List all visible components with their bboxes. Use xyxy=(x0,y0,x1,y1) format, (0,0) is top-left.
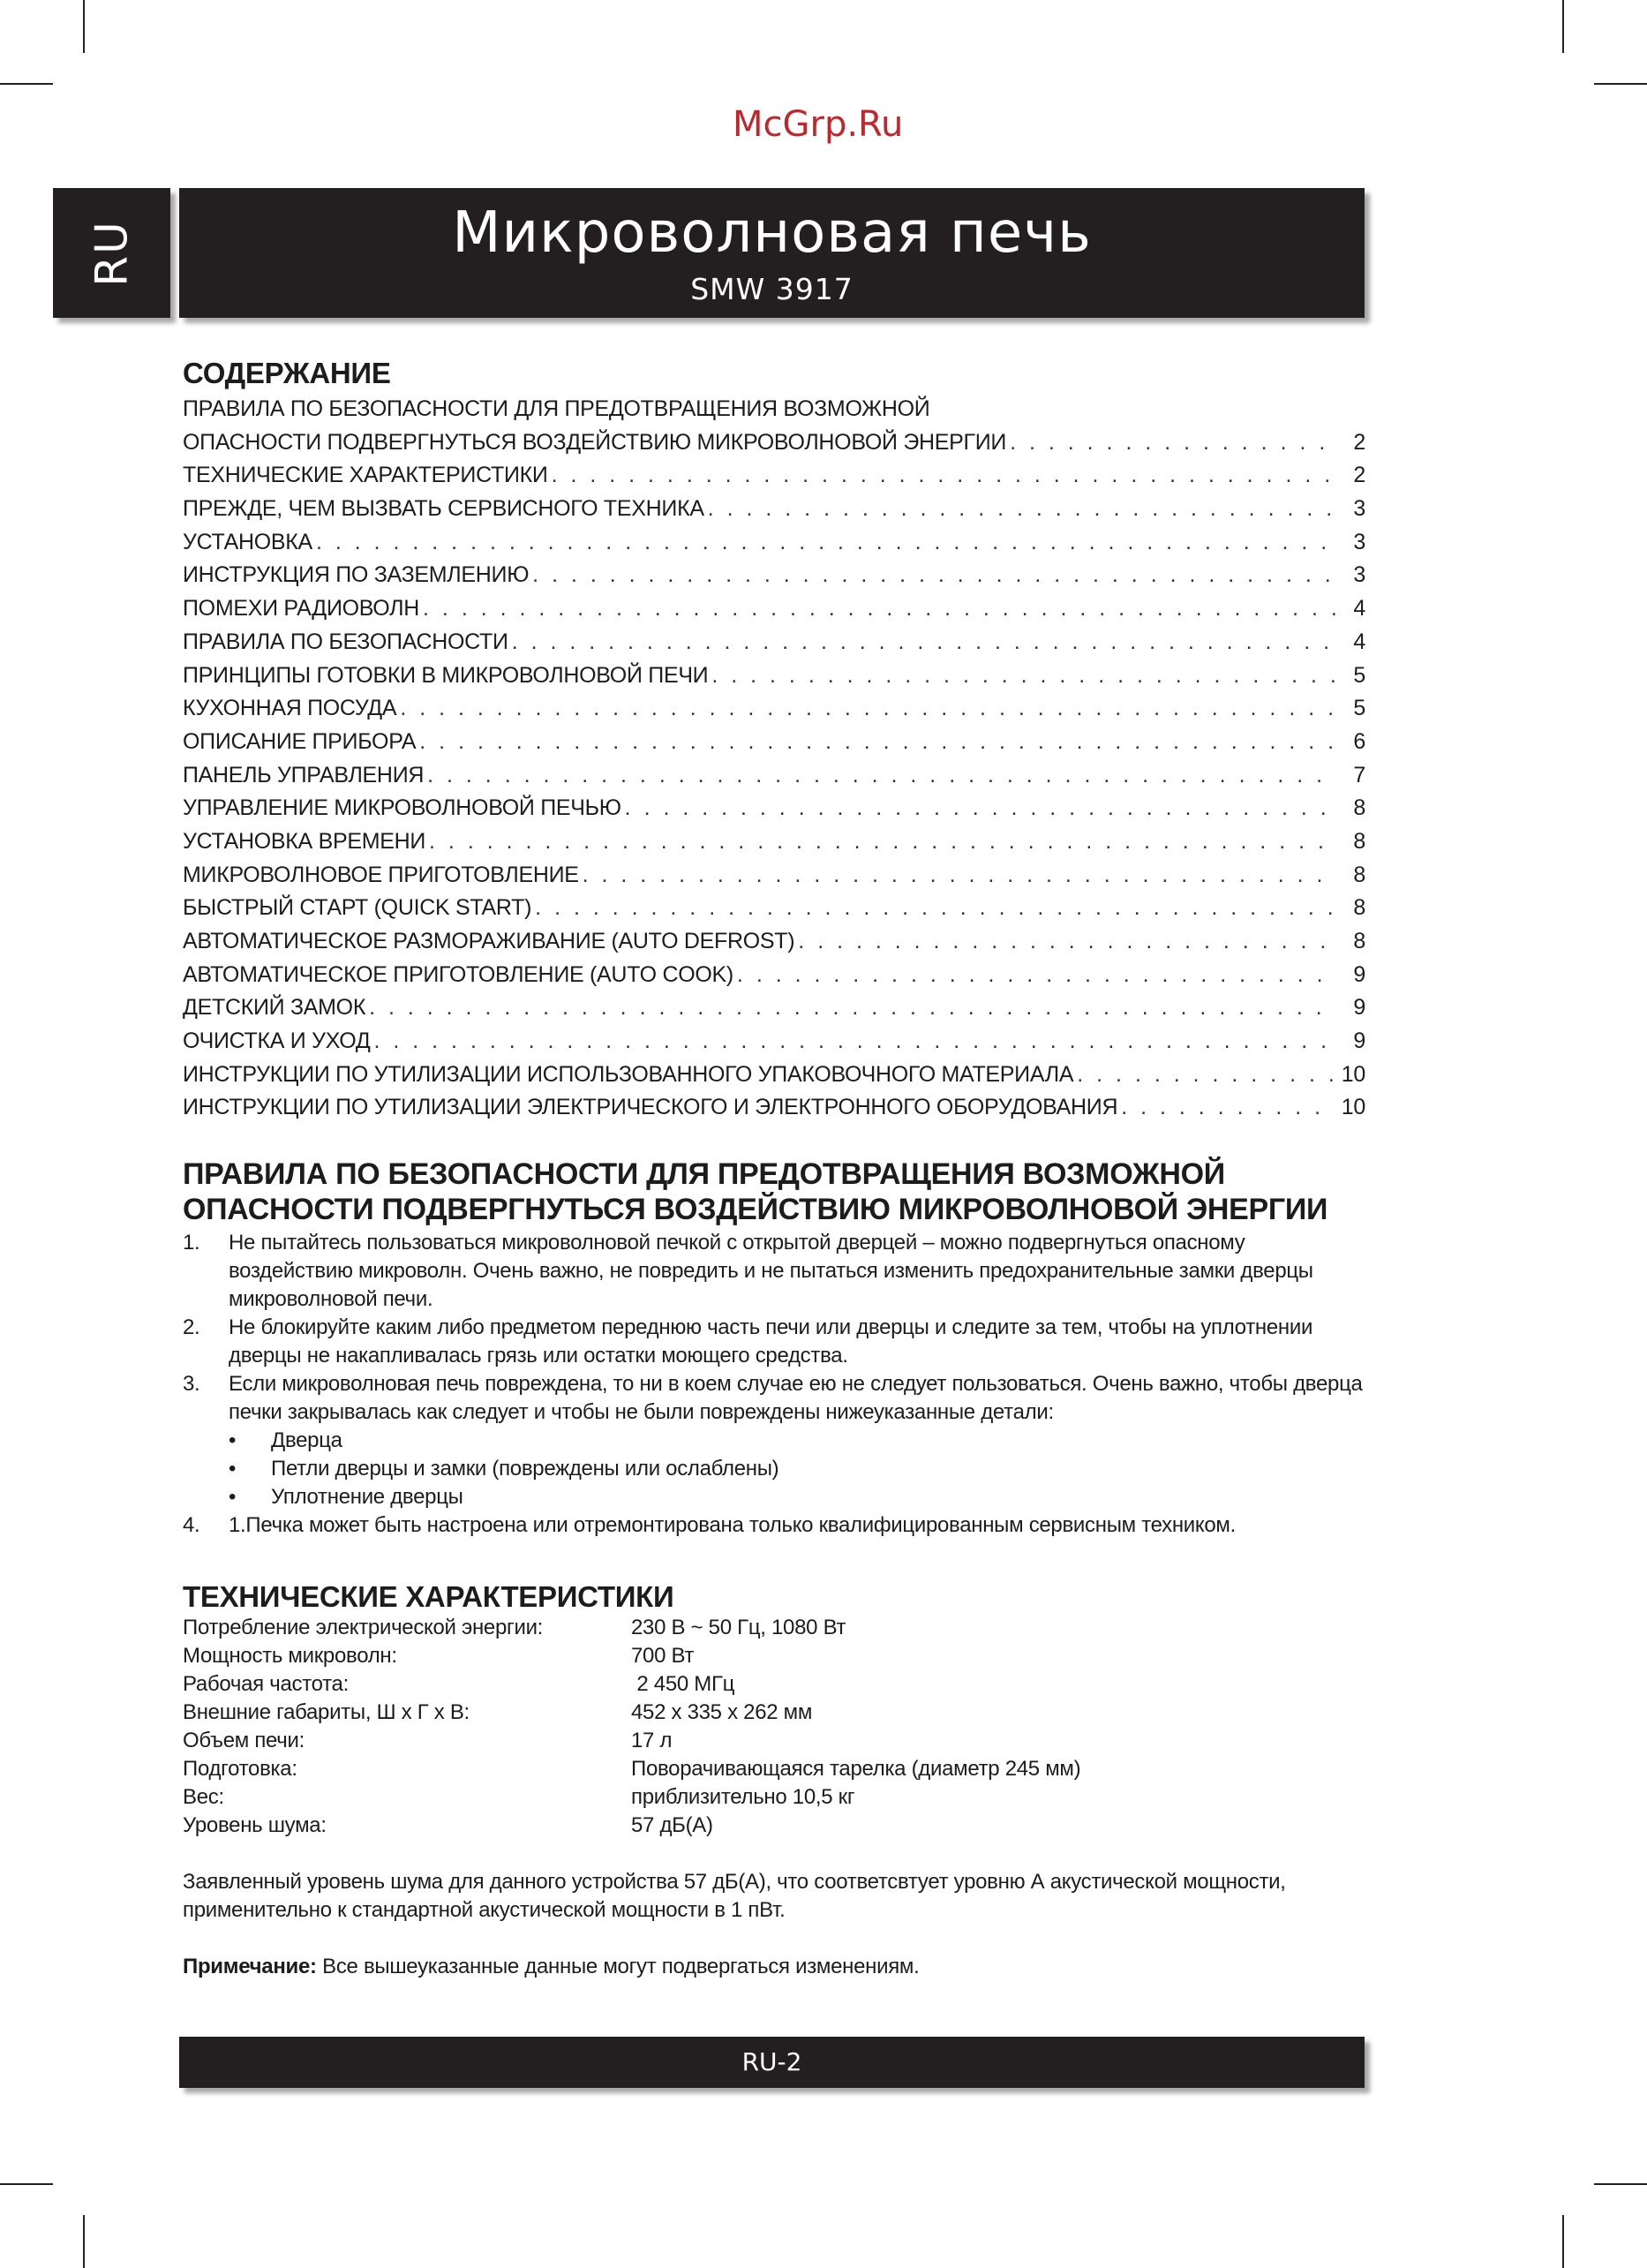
spec-label: Мощность микроволн: xyxy=(183,1644,397,1668)
bullet-item: • Уплотнение дверцы xyxy=(229,1483,1365,1511)
page-title: Микроволновая печь xyxy=(452,200,1092,266)
toc-entry-page: 9 xyxy=(1353,961,1365,987)
toc-leader-dots xyxy=(1121,1091,1335,1125)
toc-entry-page: 9 xyxy=(1353,1029,1365,1054)
crop-mark xyxy=(0,2183,53,2185)
toc-entry-label: УСТАНОВКА ВРЕМЕНИ xyxy=(183,828,426,854)
toc-entry-label: БЫСТРЫЙ СТАРТ (QUICK START) xyxy=(183,895,532,921)
toc-leader-dots xyxy=(316,526,1335,560)
safety-heading-line1: ПРАВИЛА ПО БЕЗОПАСНОСТИ ДЛЯ ПРЕДОТВРАЩЕНИЯ ВОЗМОЖНОЙ xyxy=(183,1157,1225,1191)
safety-heading-line2: ОПАСНОСТИ ПОДВЕРГНУТЬСЯ ВОЗДЕЙСТВИЮ МИКРОВОЛНОВОЙ ЭНЕРГИИ xyxy=(183,1193,1328,1226)
toc-entry-label: ПРЕЖДЕ, ЧЕМ ВЫЗВАТЬ СЕРВИСНОГО ТЕХНИКА xyxy=(183,496,704,522)
toc-entry xyxy=(183,626,1365,659)
list-item: 1. Не пытайтесь пользоваться микроволновой печкой с открытой дверцей – можно подвергнуться опасному воздействию микроволн. Очень важно, не повредить и не пытаться изменить предохранительные замки дверцы микроволновой печи. xyxy=(183,1231,1313,1311)
toc-entry-page: 3 xyxy=(1353,529,1365,554)
toc-entry xyxy=(183,959,1365,992)
bullet-item: • Петли дверцы и замки (повреждены или ослаблены) xyxy=(229,1455,1365,1483)
toc-entry-page: 8 xyxy=(1353,795,1365,821)
safety-list xyxy=(183,1229,1365,1540)
toc-entry-label: ОПИСАНИЕ ПРИБОРА xyxy=(183,728,417,754)
toc-entry xyxy=(183,426,1365,460)
crop-mark xyxy=(1562,0,1564,53)
language-tab xyxy=(53,188,170,318)
toc-leader-dots xyxy=(427,759,1335,793)
toc-heading: СОДЕРЖАНИЕ xyxy=(183,357,391,389)
toc-leader-dots xyxy=(711,659,1335,693)
toc-leader-dots xyxy=(369,991,1335,1025)
toc-entry-page: 8 xyxy=(1353,828,1365,854)
toc-entry-page: 9 xyxy=(1353,995,1365,1021)
toc-leader-dots xyxy=(429,825,1335,859)
spec-label: Потребление электрической энергии: xyxy=(183,1616,544,1639)
toc-entry xyxy=(183,493,1365,526)
toc-leader-dots xyxy=(532,559,1335,592)
toc-entry-label: ОПАСНОСТИ ПОДВЕРГНУТЬСЯ ВОЗДЕЙСТВИЮ МИКРОВОЛНОВОЙ ЭНЕРГИИ xyxy=(183,429,1007,455)
spec-label: Рабочая частота: xyxy=(183,1672,349,1696)
crop-mark xyxy=(0,83,53,85)
toc-entry-label: ПРИНЦИПЫ ГОТОВКИ В МИКРОВОЛНОВОЙ ПЕЧИ xyxy=(183,662,709,688)
list-item: 2. Не блокируйте каким либо предметом переднюю часть печи или дверцы и следите за тем, чтобы на уплотнении дверцы не накапливалась грязь или остатки моющего средства. xyxy=(183,1315,1313,1368)
toc-entry-page: 3 xyxy=(1353,562,1365,588)
toc-entry xyxy=(183,459,1365,493)
footer-bar xyxy=(179,2037,1365,2088)
toc-entry-label: ОЧИСТКА И УХОД xyxy=(183,1029,371,1054)
toc-entry-label: ИНСТРУКЦИЯ ПО ЗАЗЕМЛЕНИЮ xyxy=(183,562,530,588)
toc-leader-dots xyxy=(1010,426,1335,460)
toc-leader-dots xyxy=(423,592,1335,626)
toc-entry-label: ПАНЕЛЬ УПРАВЛЕНИЯ xyxy=(183,762,425,787)
title-bar xyxy=(179,188,1365,318)
toc-entry-page: 6 xyxy=(1353,728,1365,754)
toc-entry-page: 7 xyxy=(1353,762,1365,787)
toc-entry xyxy=(183,1091,1365,1125)
spec-label: Объем печи: xyxy=(183,1729,305,1752)
list-item: 3. Если микроволновая печь повреждена, то ни в коем случае ею не следует пользоваться. Очень важно, чтобы дверца печки закрывалась как следует и чтобы не были повреждены нижеуказанные детали: • Дверца • Петли дверцы и замки (повреждены или ослаблены) • Уплотнение дверцы xyxy=(183,1370,1365,1511)
toc-entry-label: УСТАНОВКА xyxy=(183,529,312,554)
toc-entry-page: 8 xyxy=(1353,862,1365,887)
toc-entry-label: АВТОМАТИЧЕСКОЕ РАЗМОРАЖИВАНИЕ (AUTO DEFROST) xyxy=(183,929,795,953)
spec-value: 2 450 МГц xyxy=(631,1672,735,1696)
crop-mark xyxy=(1594,2183,1647,2185)
spec-label: Подготовка: xyxy=(183,1757,297,1781)
toc-entry xyxy=(183,925,1365,959)
specs-heading: ТЕХНИЧЕСКИЕ ХАРАКТЕРИСТИКИ xyxy=(183,1580,674,1613)
toc-leader-dots xyxy=(737,959,1335,992)
toc-leader-dots xyxy=(625,792,1335,825)
note xyxy=(183,1953,1365,1981)
toc-entry-page: 3 xyxy=(1353,496,1365,522)
toc-entry-label: ПРАВИЛА ПО БЕЗОПАСНОСТИ xyxy=(183,629,508,654)
toc-entry xyxy=(183,659,1365,693)
toc-entry xyxy=(183,692,1365,726)
toc-first-line: ПРАВИЛА ПО БЕЗОПАСНОСТИ ДЛЯ ПРЕДОТВРАЩЕНИЯ ВОЗМОЖНОЙ xyxy=(183,396,930,421)
noise-note: Заявленный уровень шума для данного устройства 57 дБ(А), что соответсвтует уровню А акустической мощности, применительно к стандартной акустической мощности в 1 пВт. xyxy=(183,1870,1286,1922)
specs-section xyxy=(183,1580,1365,1981)
toc-entry xyxy=(183,592,1365,626)
bullet-item: • Дверца xyxy=(229,1427,1365,1455)
toc-entry xyxy=(183,526,1365,560)
toc-leader-dots xyxy=(419,726,1335,759)
note-text: Все вышеуказанные данные могут подвергаться изменениям. xyxy=(316,1955,920,1978)
note-label: Примечание: xyxy=(183,1955,317,1978)
toc-entry-page: 5 xyxy=(1353,662,1365,688)
toc-leader-dots xyxy=(512,626,1335,659)
toc-entry-label: ДЕТСКИЙ ЗАМОК xyxy=(183,995,366,1021)
toc-entry-label: ТЕХНИЧЕСКИЕ ХАРАКТЕРИСТИКИ xyxy=(183,463,548,488)
spec-value: 230 В ~ 50 Гц, 1080 Вт xyxy=(631,1616,846,1639)
toc-entry-label: ИНСТРУКЦИИ ПО УТИЛИЗАЦИИ ЭЛЕКТРИЧЕСКОГО И ЭЛЕКТРОННОГО ОБОРУДОВАНИЯ xyxy=(183,1095,1118,1120)
toc-entry-page: 2 xyxy=(1353,463,1365,488)
toc-entry-label: МИКРОВОЛНОВОЕ ПРИГОТОВЛЕНИЕ xyxy=(183,862,579,887)
crop-mark xyxy=(1594,83,1647,85)
toc-leader-dots xyxy=(583,859,1335,893)
spec-value: 452 x 335 x 262 мм xyxy=(631,1700,813,1724)
spec-value: 57 дБ(А) xyxy=(631,1813,713,1837)
crop-mark xyxy=(83,2215,85,2268)
damage-parts-list xyxy=(229,1427,1365,1511)
page-number: RU-2 xyxy=(741,2047,802,2076)
list-item: 4. 1.Печка может быть настроена или отремонтирована только квалифицированным сервисным техником. xyxy=(183,1513,1236,1537)
safety-section xyxy=(183,1157,1365,1540)
watermark: McGrp.Ru xyxy=(733,104,904,145)
toc-entry xyxy=(183,991,1365,1025)
crop-mark xyxy=(83,0,85,53)
toc-list xyxy=(183,426,1365,1125)
spec-value: Поворачивающаяся тарелка (диаметр 245 мм) xyxy=(631,1757,1081,1781)
toc-entry-label: ИНСТРУКЦИИ ПО УТИЛИЗАЦИИ ИСПОЛЬЗОВАННОГО УПАКОВОЧНОГО МАТЕРИАЛА xyxy=(183,1061,1074,1087)
toc-entry-page: 8 xyxy=(1353,895,1365,921)
spec-value: 17 л xyxy=(631,1729,673,1752)
toc-entry xyxy=(183,1059,1365,1092)
toc-entry-page: 8 xyxy=(1353,929,1365,953)
toc-entry xyxy=(183,792,1365,825)
toc-entry-label: ПОМЕХИ РАДИОВОЛН xyxy=(183,596,420,622)
toc-leader-dots xyxy=(552,459,1335,493)
toc-leader-dots xyxy=(708,493,1335,526)
toc-entry-page: 10 xyxy=(1341,1095,1365,1120)
toc-leader-dots xyxy=(1077,1059,1335,1092)
toc-entry-page: 5 xyxy=(1353,696,1365,721)
toc-entry xyxy=(183,1025,1365,1059)
toc-entry xyxy=(183,892,1365,925)
toc-entry-page: 2 xyxy=(1353,429,1365,455)
toc-entry-label: АВТОМАТИЧЕСКОЕ ПРИГОТОВЛЕНИЕ (AUTO COOK) xyxy=(183,961,733,987)
toc-leader-dots xyxy=(535,892,1335,925)
specs-table xyxy=(183,1614,1365,1840)
model-number: SMW 3917 xyxy=(690,272,854,306)
spec-label: Уровень шума: xyxy=(183,1813,327,1837)
spec-value: 700 Вт xyxy=(631,1644,695,1668)
table-of-contents xyxy=(183,357,1365,1125)
toc-entry xyxy=(183,759,1365,793)
spec-label: Вес: xyxy=(183,1785,224,1809)
language-code: RU xyxy=(86,219,138,287)
toc-entry-label: УПРАВЛЕНИЕ МИКРОВОЛНОВОЙ ПЕЧЬЮ xyxy=(183,795,621,821)
spec-value: приблизительно 10,5 кг xyxy=(631,1785,855,1809)
crop-mark xyxy=(1562,2215,1564,2268)
toc-entry-page: 4 xyxy=(1353,629,1365,654)
toc-entry-page: 10 xyxy=(1341,1061,1365,1087)
toc-leader-dots xyxy=(400,692,1335,726)
spec-label: Внешние габариты, Ш x Г x В: xyxy=(183,1700,470,1724)
toc-entry xyxy=(183,825,1365,859)
toc-entry-page: 4 xyxy=(1353,596,1365,622)
toc-leader-dots xyxy=(373,1025,1335,1059)
toc-entry xyxy=(183,559,1365,592)
toc-entry-label: КУХОННАЯ ПОСУДА xyxy=(183,696,397,721)
toc-entry xyxy=(183,726,1365,759)
toc-leader-dots xyxy=(798,925,1335,959)
toc-entry xyxy=(183,859,1365,893)
